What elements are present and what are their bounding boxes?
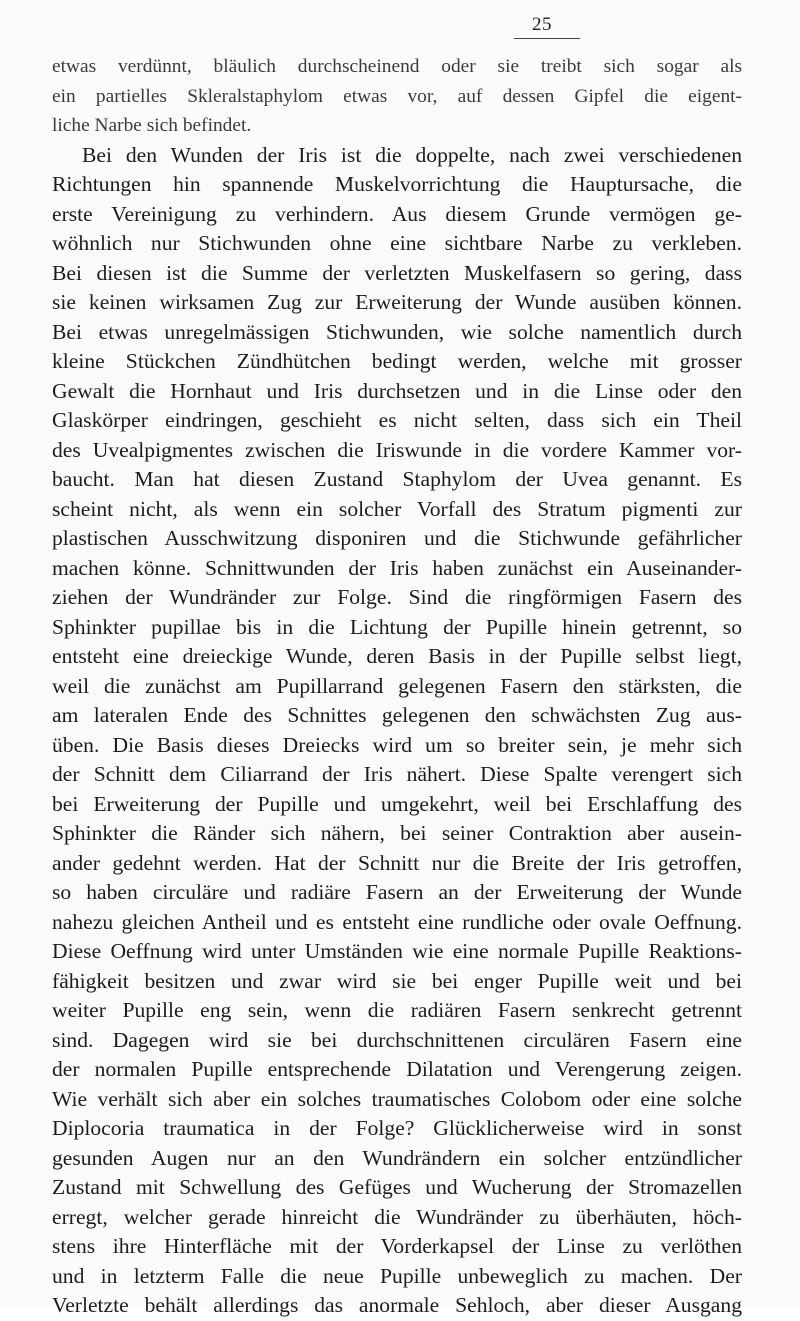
header-rule (514, 38, 580, 39)
text-line: Zustand mit Schwellung des Gefüges und Wucherung der Stromazellen (52, 1175, 742, 1199)
text-line: fähigkeit besitzen und zwar wird sie bei enger Pupille weit und bei (52, 968, 742, 993)
text-line: am lateralen Ende des Schnittes gelegenen den schwächsten Zug aus- (52, 703, 742, 727)
text-line: weiter Pupille eng sein, wenn die radiären Fasern senkrecht getrennt (52, 998, 742, 1022)
text-line: gesunden Augen nur an den Wundrändern ein solcher entzündlicher (52, 1145, 742, 1170)
text-line: erste Vereinigung zu verhindern. Aus diesem Grunde vermögen ge- (52, 201, 742, 226)
text-line: Gewalt die Hornhaut und Iris durchsetzen und in die Linse oder den (52, 378, 742, 403)
text-line: der Schnitt dem Ciliarrand der Iris nähert. Diese Spalte verengert sich (52, 762, 742, 786)
text-line: bei Erweiterung der Pupille und umgekehrt, weil bei Erschlaffung des (52, 791, 742, 816)
text-line: weil die zunächst am Pupillarrand gelegenen Fasern den stärksten, die (52, 673, 742, 698)
text-line: ziehen der Wundränder zur Folge. Sind die ringförmigen Fasern des (52, 585, 742, 609)
text-line: machen könne. Schnittwunden der Iris haben zunächst ein Auseinander- (52, 555, 742, 580)
text-line: Verletzte behält allerdings das anormale Sehloch, aber dieser Ausgang (52, 1293, 742, 1317)
text-line: sie keinen wirksamen Zug zur Erweiterung der Wunde ausüben können. (52, 290, 742, 314)
text-line: erregt, welcher gerade hinreicht die Wundränder zu überhäuten, höch- (52, 1204, 742, 1229)
text-line: plastischen Ausschwitzung disponiren und die Stichwunde gefährlicher (52, 526, 742, 550)
text-line: Bei diesen ist die Summe der verletzten Muskelfasern so gering, dass (52, 260, 742, 285)
text-line: ander gedehnt werden. Hat der Schnitt nur die Breite der Iris getroffen, (52, 850, 742, 875)
text-line: sind. Dagegen wird sie bei durchschnittenen circulären Fasern eine (52, 1027, 742, 1052)
text-line: baucht. Man hat diesen Zustand Staphylom der Uvea genannt. Es (52, 467, 742, 491)
text-line: Sphinkter die Ränder sich nähern, bei seiner Contraktion aber ausein- (52, 821, 742, 845)
text-line: kleine Stückchen Zündhütchen bedingt werden, welche mit grosser (52, 349, 742, 373)
text-line: üben. Die Basis dieses Dreiecks wird um so breiter sein, je mehr sich (52, 732, 742, 757)
text-line: liche Narbe sich befindet. (52, 115, 252, 136)
page-number: 25 (532, 14, 552, 35)
text-line: der normalen Pupille entsprechende Dilatation und Verengerung zeigen. (52, 1057, 742, 1081)
text-line: Bei den Wunden der Iris ist die doppelte, nach zwei verschiedenen (82, 142, 742, 167)
text-line: stens ihre Hinterfläche mit der Vorderkapsel der Linse zu verlöthen (52, 1234, 742, 1258)
text-line: Wie verhält sich aber ein solches traumatisches Colobom oder eine solche (52, 1086, 742, 1111)
text-line: so haben circuläre und radiäre Fasern an der Erweiterung der Wunde (52, 880, 742, 904)
text-line: entsteht eine dreieckige Wunde, deren Basis in der Pupille selbst liegt, (52, 644, 742, 668)
body-text (52, 52, 742, 1321)
text-line: etwas verdünnt, bläulich durchscheinend oder sie treibt sich sogar als (52, 56, 742, 77)
text-line: Richtungen hin spannende Muskelvorrichtung die Hauptursache, die (52, 172, 742, 196)
text-line: Bei etwas unregelmässigen Stichwunden, wie solche namentlich durch (52, 319, 742, 344)
text-line: Sphinkter pupillae bis in die Lichtung der Pupille hinein getrennt, so (52, 614, 742, 639)
text-line: wöhnlich nur Stichwunden ohne eine sichtbare Narbe zu verkleben. (52, 231, 742, 255)
text-line: Diplocoria traumatica in der Folge? Glücklicherweise wird in sonst (52, 1116, 742, 1140)
text-line: nahezu gleichen Antheil und es entsteht eine rundliche oder ovale Oeffnung. (52, 909, 742, 934)
text-line: ein partielles Skleralstaphylom etwas vor, auf dessen Gipfel die eigent- (52, 85, 742, 107)
text-line: des Uvealpigmentes zwischen die Iriswunde in die vordere Kammer vor- (52, 437, 742, 462)
text-line: und in letzterm Falle die neue Pupille unbeweglich zu machen. Der (52, 1263, 742, 1288)
text-line: Diese Oeffnung wird unter Umständen wie eine normale Pupille Reaktions- (52, 939, 742, 963)
text-line: scheint nicht, als wenn ein solcher Vorfall des Stratum pigmenti zur (52, 496, 742, 521)
text-line: Glaskörper eindringen, geschieht es nicht selten, dass sich ein Theil (52, 408, 742, 432)
